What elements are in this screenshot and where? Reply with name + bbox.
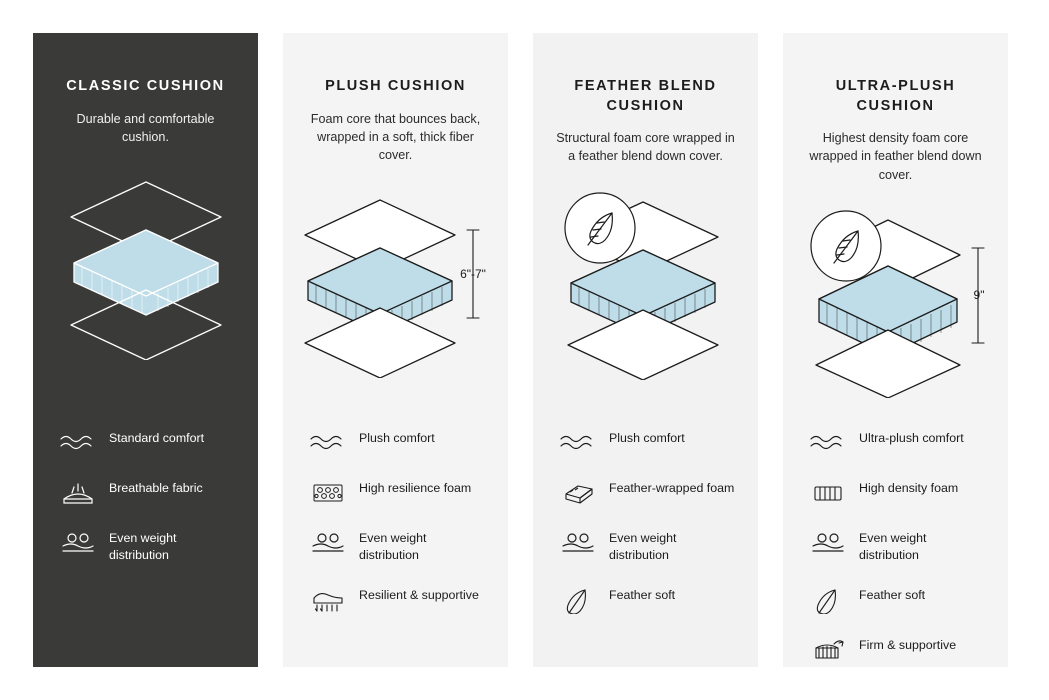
card-subtitle: Durable and comfortable cushion. (76, 111, 215, 144)
card-classic-cushion[interactable] (33, 33, 258, 667)
feature-label: Plush comfort (359, 431, 435, 445)
wave-lines-icon (553, 428, 603, 458)
feature-label: Feather soft (859, 587, 926, 602)
leaf-badge (565, 193, 635, 263)
feature-item (553, 528, 738, 565)
feature-item (803, 478, 988, 508)
feature-label: Even weight distribution (609, 531, 677, 563)
wave-lines-icon (803, 428, 853, 458)
high-density-foam-icon (803, 478, 853, 508)
cushion-layers-illustration (33, 160, 258, 375)
leaf-icon (803, 585, 853, 615)
feature-list (33, 428, 258, 585)
breathable-fabric-icon (53, 478, 103, 508)
feature-item (53, 478, 238, 508)
firm-supportive-icon (803, 635, 853, 665)
card-subtitle: Structural foam core wrapped in a feather blend down cover. (556, 131, 735, 164)
card-title: CLASSIC CUSHION (66, 78, 225, 94)
feature-label: Plush comfort (609, 431, 685, 445)
feature-label: High resilience foam (359, 481, 472, 495)
feature-list (783, 428, 1008, 685)
card-feather-blend-cushion[interactable] (533, 33, 758, 667)
even-weight-distribution-icon (553, 528, 603, 558)
wave-lines-icon (53, 428, 103, 458)
feature-item (803, 585, 988, 615)
feature-label: Resilient & supportive (359, 587, 479, 602)
card-title: PLUSH CUSHION (325, 78, 466, 94)
cushion-layers-illustration (533, 180, 758, 395)
feather-wrapped-foam-icon (553, 478, 603, 508)
feature-item (53, 528, 238, 565)
feature-label: Firm & supportive (859, 637, 957, 652)
card-subtitle: Highest density foam core wrapped in feather blend down cover. (809, 131, 982, 182)
wave-lines-icon (303, 428, 353, 458)
feature-list (533, 428, 758, 635)
dimension-label: 9" (973, 287, 985, 302)
cushion-layers-illustration (783, 198, 1008, 413)
honeycomb-foam-icon (303, 478, 353, 508)
even-weight-distribution-icon (53, 528, 103, 558)
card-subtitle: Foam core that bounces back, wrapped in a soft, thick fiber cover. (310, 111, 481, 163)
feature-label: Feather-wrapped foam (609, 481, 735, 495)
feature-label: Even weight distribution (859, 531, 927, 563)
feature-item (553, 428, 738, 458)
feature-item (303, 428, 488, 458)
feature-item (803, 635, 988, 665)
feature-item (803, 428, 988, 458)
even-weight-distribution-icon (803, 528, 853, 558)
feature-list (283, 428, 508, 635)
card-title: FEATHER BLEND CUSHION (574, 78, 717, 114)
leaf-icon (553, 585, 603, 615)
even-weight-distribution-icon (303, 528, 353, 558)
leaf-badge (811, 211, 881, 281)
feature-item (803, 528, 988, 565)
feature-item (303, 528, 488, 565)
feature-label: Feather soft (609, 587, 676, 602)
feature-label: Standard comfort (109, 431, 205, 445)
feature-label: Even weight distribution (359, 531, 427, 563)
feature-label: High density foam (859, 481, 959, 495)
cushion-layers-illustration (283, 178, 508, 393)
feature-label: Ultra-plush comfort (859, 431, 964, 445)
feature-item (303, 478, 488, 508)
card-title: ULTRA-PLUSH CUSHION (835, 78, 956, 114)
feature-item (303, 585, 488, 615)
card-ultra-plush-cushion[interactable] (783, 33, 1008, 667)
resilient-support-icon (303, 585, 353, 615)
feature-item (553, 478, 738, 508)
feature-item (53, 428, 238, 458)
card-plush-cushion[interactable] (283, 33, 508, 667)
feature-label: Even weight distribution (109, 531, 177, 563)
dimension-label: 6"-7" (460, 267, 486, 282)
feature-label: Breathable fabric (109, 481, 203, 495)
feature-item (553, 585, 738, 615)
